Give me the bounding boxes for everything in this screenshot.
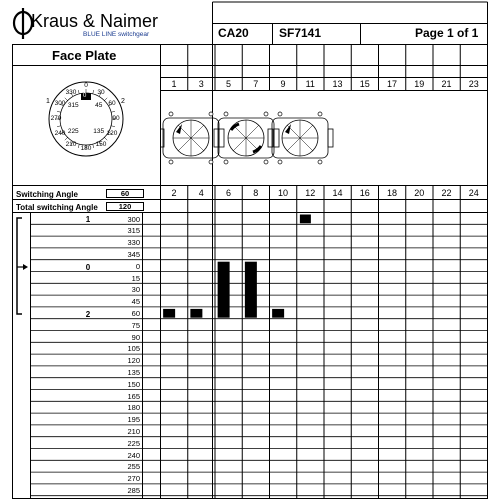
- angle-label: 345: [127, 249, 140, 259]
- angle-label: 75: [131, 320, 140, 330]
- dial-knob-label: 0: [83, 93, 87, 99]
- column-label-bottom: 6: [225, 188, 231, 198]
- dial-angle-label: 30: [97, 89, 105, 97]
- drawing-number: SF7141: [279, 26, 322, 40]
- contact-closed-block: [218, 262, 230, 318]
- angle-label: 105: [127, 344, 140, 354]
- dial-angle-label: 240: [54, 130, 66, 137]
- angle-label: 180: [127, 403, 140, 413]
- dial-angle-label: 270: [50, 115, 62, 122]
- model-code: CA20: [218, 26, 249, 40]
- angle-label: 120: [127, 356, 140, 366]
- total-switching-angle-value: 120: [106, 202, 144, 211]
- dial-angle-label: 225: [67, 127, 79, 135]
- column-label-bottom: 16: [359, 188, 370, 198]
- angle-label: 225: [127, 438, 140, 448]
- switching-angle-label: Switching Angle: [16, 190, 78, 199]
- dial-angle-label: 120: [106, 130, 118, 137]
- terminal-diagrams: [160, 90, 490, 185]
- angle-label: 135: [127, 367, 140, 377]
- column-label-bottom: 24: [468, 188, 479, 198]
- angle-label: 30: [131, 285, 140, 295]
- angle-label: 195: [127, 415, 140, 425]
- column-label-bottom: 14: [332, 188, 343, 198]
- face-plate-title: Face Plate: [52, 48, 117, 63]
- contact-closed-block: [272, 309, 284, 318]
- column-label-top: 19: [414, 79, 425, 89]
- angle-label: 210: [127, 426, 140, 436]
- switching-angle-value: 60: [106, 189, 144, 198]
- dial-angle-label: 90: [112, 115, 120, 122]
- column-label-bottom: 8: [253, 188, 259, 198]
- dial-angle-label: 210: [65, 140, 77, 148]
- dial-angle-label: 180: [80, 145, 92, 152]
- column-label-top: 21: [441, 79, 452, 89]
- column-label-top: 15: [359, 79, 370, 89]
- position-label-0: 0: [85, 263, 91, 272]
- position-label-1: 1: [85, 215, 91, 224]
- column-label-bottom: 18: [386, 188, 397, 198]
- column-label-bottom: 4: [198, 188, 204, 198]
- brand-name: Kraus & Naimer: [31, 11, 159, 31]
- column-label-top: 9: [280, 79, 286, 89]
- contact-closed-block: [163, 309, 175, 318]
- angle-label: 270: [127, 474, 140, 484]
- angle-label: 330: [127, 238, 140, 248]
- column-label-bottom: 2: [171, 188, 177, 198]
- angle-label: 165: [127, 391, 140, 401]
- angle-label: 45: [131, 297, 140, 307]
- contact-closed-block: [190, 309, 202, 318]
- column-label-top: 13: [332, 79, 343, 89]
- angle-label: 15: [131, 273, 140, 283]
- angle-label: 240: [127, 450, 140, 460]
- column-label-top: 1: [171, 79, 177, 89]
- angle-label: 285: [127, 485, 140, 495]
- dial-angle-label: 330: [65, 89, 77, 97]
- dial-angle-label: 315: [67, 102, 79, 110]
- dial-angle-label: 60: [108, 100, 116, 107]
- column-label-top: 11: [305, 79, 315, 89]
- dial-angle-label: 150: [95, 140, 107, 148]
- angle-label: 300: [127, 214, 140, 224]
- column-label-top: 17: [386, 79, 397, 89]
- brand-tagline: BLUE LINE switchgear: [83, 31, 150, 38]
- contact-closed-block: [300, 215, 311, 224]
- column-label-top: 23: [468, 79, 479, 89]
- column-label-top: 3: [198, 79, 204, 89]
- position-label-2: 2: [85, 310, 91, 319]
- column-label-bottom: 12: [305, 188, 316, 198]
- angle-label: 0: [135, 261, 140, 271]
- page-indicator: Page 1 of 1: [415, 26, 479, 40]
- angle-label: 60: [131, 308, 140, 318]
- dial-angle-label: 135: [93, 127, 105, 135]
- angle-label: 90: [131, 332, 140, 342]
- dial-angle-label: 300: [54, 100, 66, 107]
- contact-closed-block: [245, 262, 257, 318]
- column-label-top: 5: [225, 79, 231, 89]
- angle-label: 255: [127, 462, 140, 472]
- column-label-bottom: 20: [414, 188, 425, 198]
- column-label-bottom: 10: [277, 188, 288, 198]
- dial-side-left: 1: [46, 98, 50, 105]
- dial-angle-label: 45: [95, 102, 103, 110]
- total-switching-angle-label: Total switching Angle: [16, 203, 98, 212]
- column-label-top: 7: [253, 79, 259, 89]
- column-label-bottom: 22: [441, 188, 452, 198]
- dial-angle-label: 0: [84, 82, 88, 89]
- dial-side-right: 2: [121, 98, 125, 105]
- angle-label: 315: [127, 226, 140, 236]
- angle-label: 150: [127, 379, 140, 389]
